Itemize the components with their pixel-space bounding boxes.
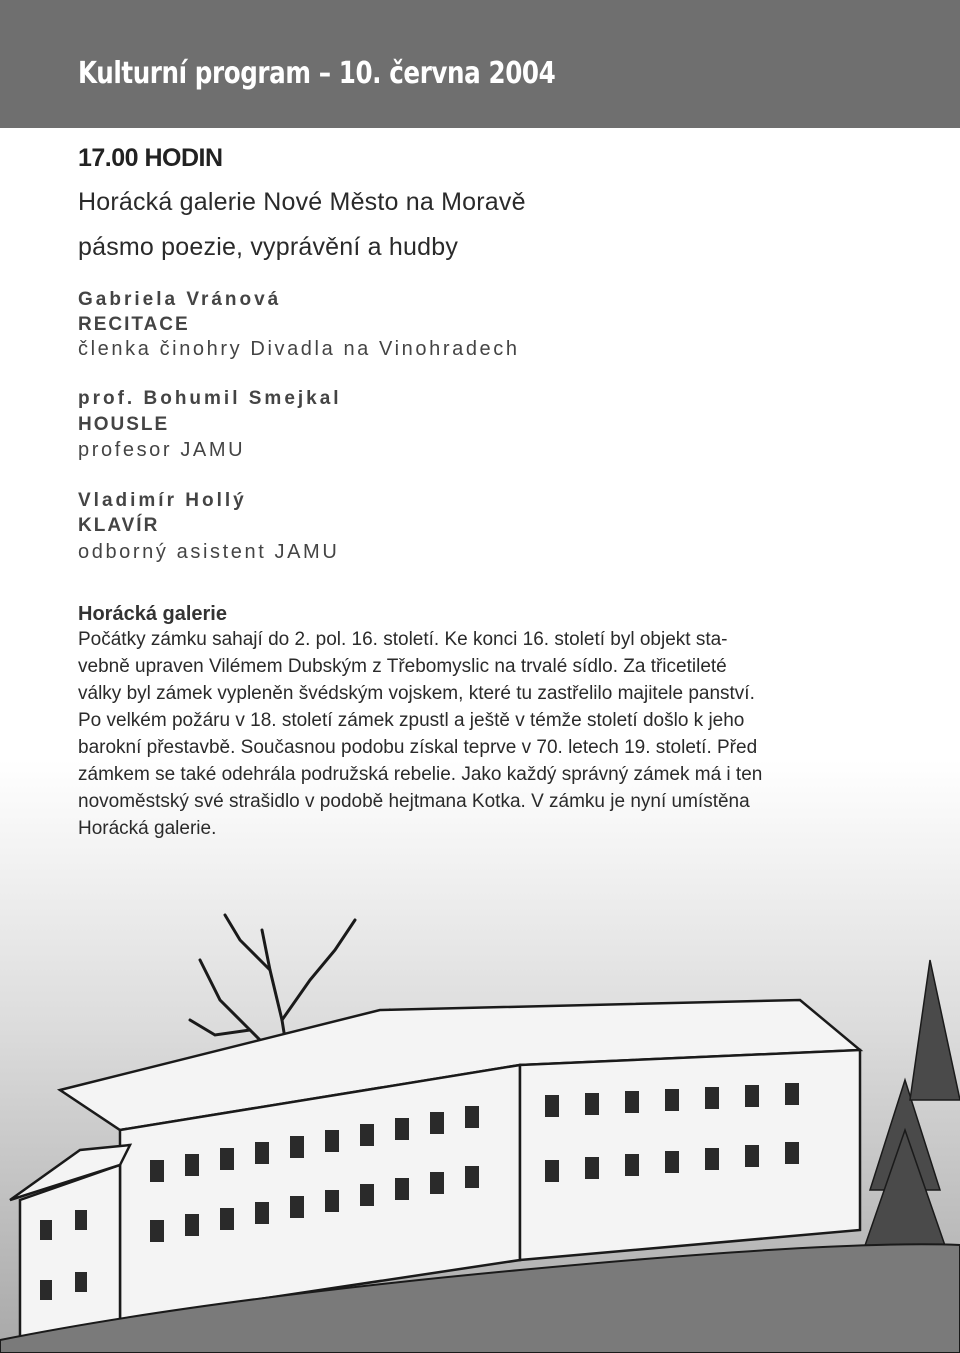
- castle-window: [325, 1130, 339, 1152]
- castle-window: [255, 1202, 269, 1224]
- castle-window: [360, 1124, 374, 1146]
- performer-name: Vladimír Hollý: [78, 490, 247, 511]
- castle-window: [185, 1214, 199, 1236]
- castle-window: [220, 1148, 234, 1170]
- performer-name: prof. Bohumil Smejkal: [78, 388, 342, 409]
- castle-window: [705, 1087, 719, 1109]
- castle-window: [465, 1106, 479, 1128]
- castle-window: [785, 1142, 799, 1164]
- castle-window: [150, 1160, 164, 1182]
- castle-window: [395, 1178, 409, 1200]
- performer-name: Gabriela Vránová: [78, 289, 282, 310]
- paragraph-line: zámkem se také odehrála podružská rebelie. Jako každý správný zámek má i ten: [78, 764, 763, 785]
- castle-window: [625, 1154, 639, 1176]
- performer-role: HOUSLE: [78, 414, 170, 435]
- page-title: Kulturní program – 10. června 2004: [78, 56, 556, 91]
- castle-window: [585, 1157, 599, 1179]
- castle-window: [75, 1272, 87, 1292]
- castle-window: [75, 1210, 87, 1230]
- performer-role: KLAVÍR: [78, 515, 160, 536]
- performer-description: profesor JAMU: [78, 439, 246, 461]
- castle-window: [705, 1148, 719, 1170]
- paragraph-line: Počátky zámku sahají do 2. pol. 16. století. Ke konci 16. století byl objekt sta-: [78, 629, 728, 650]
- header-band: [0, 0, 960, 128]
- castle-window: [785, 1083, 799, 1105]
- event-subtitle: pásmo poezie, vyprávění a hudby: [78, 233, 459, 261]
- event-venue: Horácká galerie Nové Město na Moravě: [78, 188, 526, 216]
- gallery-heading: Horácká galerie: [78, 603, 227, 625]
- performer-description: odborný asistent JAMU: [78, 541, 340, 563]
- castle-illustration: [0, 900, 960, 1353]
- castle-window: [185, 1154, 199, 1176]
- castle-window: [430, 1172, 444, 1194]
- paragraph-line: války byl zámek vypleněn švédským vojskem, které tu zastřelilo majitele panství.: [78, 683, 755, 704]
- castle-window: [40, 1280, 52, 1300]
- castle-window: [290, 1136, 304, 1158]
- castle-window: [430, 1112, 444, 1134]
- conifer-tree: [910, 960, 960, 1100]
- castle-window: [360, 1184, 374, 1206]
- paragraph-line: Po velkém požáru v 18. století zámek zpustl a ještě v témže století došlo k jeho: [78, 710, 745, 731]
- castle-window: [255, 1142, 269, 1164]
- castle-window: [665, 1151, 679, 1173]
- performer-role: RECITACE: [78, 314, 190, 335]
- castle-window: [585, 1093, 599, 1115]
- castle-window: [395, 1118, 409, 1140]
- castle-window: [220, 1208, 234, 1230]
- castle-window: [545, 1095, 559, 1117]
- castle-window: [745, 1145, 759, 1167]
- tree-branch: [282, 920, 355, 1020]
- paragraph-line: Horácká galerie.: [78, 818, 217, 839]
- performer-description: členka činohry Divadla na Vinohradech: [78, 338, 520, 360]
- castle-window: [665, 1089, 679, 1111]
- castle-wing-right: [520, 1050, 860, 1260]
- paragraph-line: barokní přestavbě. Současnou podobu získal teprve v 70. letech 19. století. Před: [78, 737, 758, 758]
- paragraph-line: novoměstský své strašidlo v podobě hejtmana Kotka. V zámku je nyní umístěna: [78, 791, 750, 812]
- castle-window: [40, 1220, 52, 1240]
- castle-window: [745, 1085, 759, 1107]
- castle-window: [625, 1091, 639, 1113]
- conifer-tree: [860, 1130, 950, 1260]
- gallery-paragraph: [78, 626, 878, 842]
- castle-window: [150, 1220, 164, 1242]
- paragraph-line: vebně upraven Vilémem Dubským z Třebomyslic na trvalé sídlo. Za třicetileté: [78, 656, 727, 677]
- castle-window: [465, 1166, 479, 1188]
- event-time: 17.00 HODIN: [78, 144, 223, 172]
- castle-window: [545, 1160, 559, 1182]
- castle-window: [290, 1196, 304, 1218]
- castle-window: [325, 1190, 339, 1212]
